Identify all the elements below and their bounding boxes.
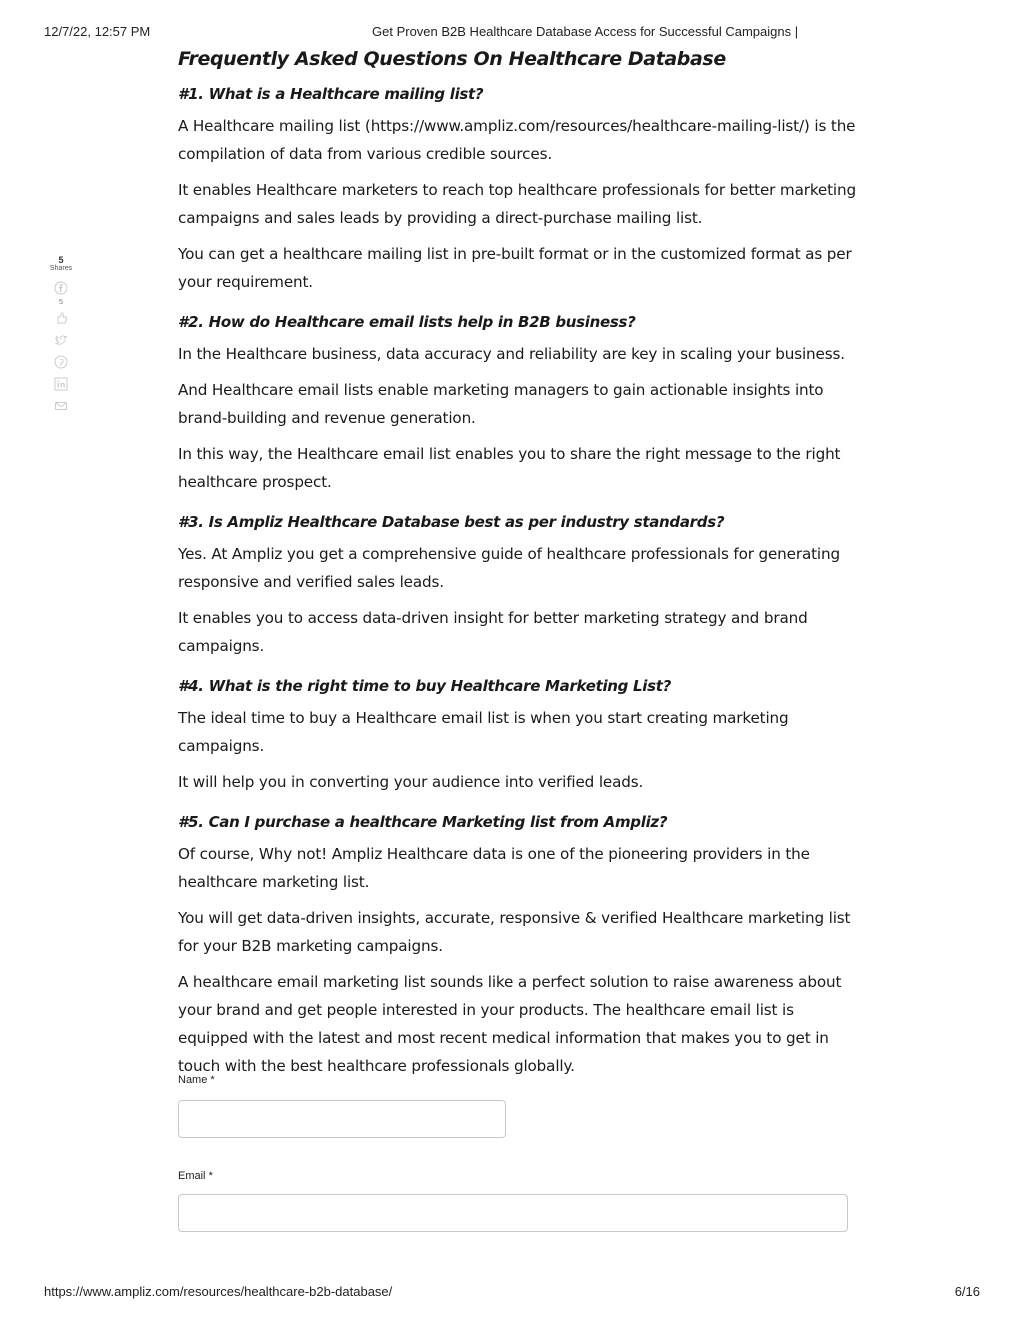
print-footer — [0, 1284, 1024, 1302]
pinterest-icon[interactable] — [54, 355, 68, 369]
faq-answer-paragraph: In this way, the Healthcare email list enables you to share the right message to the right healthcare prospect. — [178, 445, 841, 491]
required-marker: * — [208, 1170, 213, 1182]
article-content — [178, 44, 858, 1088]
faq-question-5: #5. Can I purchase a healthcare Marketing list from Ampliz? — [178, 813, 668, 831]
faq-question-3: #3. Is Ampliz Healthcare Database best as per industry standards? — [178, 513, 725, 531]
share-label: Shares — [49, 265, 73, 272]
facebook-share-count: 5 — [59, 299, 63, 306]
print-page-title: Get Proven B2B Healthcare Database Access for Successful Campaigns | — [372, 24, 799, 39]
email-field-label — [178, 1170, 213, 1182]
faq-answer-paragraph: It will help you in converting your audience into verified leads. — [178, 773, 644, 791]
faq-answer-paragraph: You can get a healthcare mailing list in pre-built format or in the customized format as per your requirement. — [178, 245, 852, 291]
faq-question-2: #2. How do Healthcare email lists help in B2B business? — [178, 313, 636, 331]
linkedin-icon[interactable] — [54, 377, 68, 391]
faq-answer-paragraph: A Healthcare mailing list (https://www.ampliz.com/resources/healthcare-mailing-list/) is the compilation of data from various credible sources. — [178, 117, 856, 163]
email-input[interactable] — [178, 1194, 848, 1232]
faq-heading: Frequently Asked Questions On Healthcare Database — [178, 48, 726, 70]
faq-question-4: #4. What is the right time to buy Healthcare Marketing List? — [178, 677, 672, 695]
email-icon[interactable] — [54, 399, 68, 413]
name-label-text: Name — [178, 1074, 208, 1086]
like-icon[interactable] — [54, 311, 68, 325]
faq-answer-paragraph: Yes. At Ampliz you get a comprehensive guide of healthcare professionals for generating responsive and verified sales leads. — [178, 545, 840, 591]
social-share-bar — [44, 255, 78, 417]
faq-answer-paragraph: In the Healthcare business, data accuracy and reliability are key in scaling your business. — [178, 345, 845, 363]
name-input[interactable] — [178, 1100, 506, 1138]
print-page-number: 6/16 — [954, 1284, 980, 1299]
faq-answer-paragraph: And Healthcare email lists enable marketing managers to gain actionable insights into brand-building and revenue generation. — [178, 381, 824, 427]
required-marker: * — [210, 1074, 215, 1086]
faq-question-1: #1. What is a Healthcare mailing list? — [178, 85, 484, 103]
faq-answer-paragraph: Of course, Why not! Ampliz Healthcare data is one of the pioneering providers in the healthcare marketing list. — [178, 845, 810, 891]
twitter-icon[interactable] — [54, 333, 68, 347]
faq-answer-paragraph: You will get data-driven insights, accurate, responsive & verified Healthcare marketing list for your B2B marketing campaigns. — [178, 909, 851, 955]
name-field-label — [178, 1074, 215, 1086]
faq-answer-paragraph: A healthcare email marketing list sounds like a perfect solution to raise awareness about your brand and get people interested in your products. The healthcare email list is equipped with the latest and most recent medical information that makes you to get in touch with the best healthcare professionals globally. — [178, 973, 842, 1075]
print-url: https://www.ampliz.com/resources/healthcare-b2b-database/ — [44, 1284, 393, 1299]
faq-answer-paragraph: It enables Healthcare marketers to reach top healthcare professionals for better marketing campaigns and sales leads by providing a direct-purchase mailing list. — [178, 181, 856, 227]
share-count: 5 — [58, 255, 64, 265]
faq-answer-paragraph: It enables you to access data-driven insight for better marketing strategy and brand campaigns. — [178, 609, 808, 655]
email-label-text: Email — [178, 1170, 206, 1182]
print-header — [0, 24, 1024, 42]
print-datetime: 12/7/22, 12:57 PM — [44, 24, 151, 39]
facebook-icon[interactable] — [54, 281, 68, 295]
faq-answer-paragraph: The ideal time to buy a Healthcare email list is when you start creating marketing campaigns. — [178, 709, 789, 755]
